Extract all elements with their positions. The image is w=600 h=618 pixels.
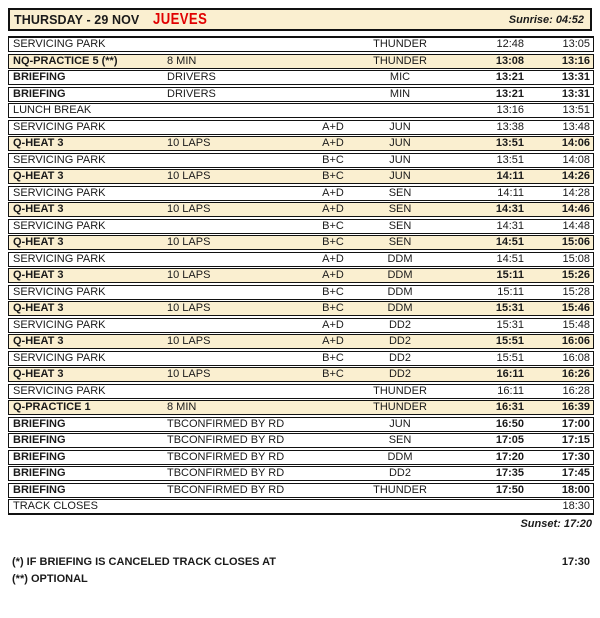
detail-cell: 10 LAPS <box>167 368 211 380</box>
detail-cell: DRIVERS <box>167 87 216 100</box>
end-time-cell: 13:16 <box>561 54 590 67</box>
end-time-cell: 18:00 <box>561 483 590 496</box>
start-time-cell: 15:31 <box>495 302 524 314</box>
schedule-row <box>8 153 594 168</box>
category-cell: THUNDER <box>373 38 427 50</box>
category-cell: DDM <box>387 285 413 298</box>
start-time-cell: 13:21 <box>495 87 524 100</box>
schedule-row <box>8 483 594 498</box>
detail-cell: DRIVERS <box>167 71 216 83</box>
category-cell: DDM <box>387 252 413 265</box>
detail-cell: 10 LAPS <box>167 302 211 314</box>
end-time-cell: 17:00 <box>561 417 590 430</box>
start-time-cell: 17:20 <box>495 450 524 463</box>
start-time-cell: 13:38 <box>496 120 524 133</box>
schedule-row <box>8 466 594 481</box>
activity-cell: Q-HEAT 3 <box>13 335 64 347</box>
schedule-row <box>8 334 594 349</box>
detail-cell: TBCONFIRMED BY RD <box>167 450 285 463</box>
end-time-cell: 17:15 <box>561 434 590 446</box>
end-time-cell: 16:06 <box>561 335 590 347</box>
schedule-row <box>8 169 594 184</box>
activity-cell: SERVICING PARK <box>13 318 106 331</box>
schedule-row <box>8 70 594 85</box>
end-time-cell: 16:28 <box>562 384 590 397</box>
sunrise-label: Sunrise: 04:52 <box>508 13 584 26</box>
detail-cell: TBCONFIRMED BY RD <box>167 434 285 446</box>
activity-cell: LUNCH BREAK <box>13 104 92 116</box>
start-time-cell: 17:05 <box>495 434 524 446</box>
footnote-briefing-canceled <box>12 556 590 568</box>
category-cell: DD2 <box>388 351 411 364</box>
category-cell: JUN <box>389 417 411 430</box>
detail-cell: 10 LAPS <box>167 269 211 281</box>
category-cell: MIN <box>389 87 411 100</box>
group-cell: B+C <box>322 236 344 248</box>
end-time-cell: 16:26 <box>561 368 590 380</box>
activity-cell: Q-HEAT 3 <box>13 170 64 182</box>
end-time-cell: 18:30 <box>562 500 590 512</box>
start-time-cell: 14:31 <box>495 203 524 215</box>
activity-cell: Q-HEAT 3 <box>13 368 64 380</box>
category-cell: THUNDER <box>373 483 427 496</box>
group-cell: A+D <box>322 335 344 347</box>
start-time-cell: 13:21 <box>495 71 524 83</box>
schedule-row <box>8 202 594 217</box>
category-cell: SEN <box>388 236 412 248</box>
activity-cell: Q-HEAT 3 <box>13 269 64 281</box>
start-time-cell: 15:51 <box>496 351 524 364</box>
footnotes <box>12 556 590 585</box>
activity-cell: BRIEFING <box>13 417 66 430</box>
schedule-row <box>8 36 594 52</box>
start-time-cell: 16:11 <box>496 368 524 380</box>
group-cell: A+D <box>322 186 344 199</box>
end-time-cell: 14:08 <box>562 153 590 166</box>
activity-cell: Q-HEAT 3 <box>13 302 64 314</box>
start-time-cell: 15:11 <box>496 269 524 281</box>
start-time-cell: 17:35 <box>495 467 524 479</box>
start-time-cell: 13:51 <box>496 153 524 166</box>
start-time-cell: 12:48 <box>496 38 524 50</box>
end-time-cell: 14:48 <box>562 219 590 232</box>
group-cell: B+C <box>322 351 344 364</box>
category-cell: JUN <box>389 137 411 149</box>
schedule-row <box>8 367 594 382</box>
end-time-cell: 13:48 <box>562 120 590 133</box>
schedule-row <box>8 103 594 118</box>
schedule-row <box>8 285 594 300</box>
group-cell: B+C <box>322 153 344 166</box>
footnote-text: (*) IF BRIEFING IS CANCELED TRACK CLOSES AT <box>12 556 276 568</box>
activity-cell: SERVICING PARK <box>13 38 106 50</box>
category-cell: THUNDER <box>373 401 427 413</box>
category-cell: DD2 <box>388 335 411 347</box>
activity-cell: BRIEFING <box>13 71 66 83</box>
category-cell: JUN <box>389 120 411 133</box>
activity-cell: SERVICING PARK <box>13 252 106 265</box>
activity-cell: Q-HEAT 3 <box>13 236 64 248</box>
activity-cell: SERVICING PARK <box>13 219 106 232</box>
footnote-optional: (**) OPTIONAL <box>12 573 88 585</box>
group-cell: B+C <box>322 368 344 380</box>
category-cell: MIC <box>389 71 411 83</box>
activity-cell: BRIEFING <box>13 483 66 496</box>
category-cell: DD2 <box>388 318 411 331</box>
category-cell: THUNDER <box>373 384 427 397</box>
detail-cell: 10 LAPS <box>167 137 211 149</box>
day-title-spanish: JUEVES <box>153 10 208 28</box>
schedule-row <box>8 384 594 399</box>
schedule-row <box>8 54 594 69</box>
detail-cell: TBCONFIRMED BY RD <box>167 483 285 496</box>
category-cell: SEN <box>388 186 412 199</box>
detail-cell: TBCONFIRMED BY RD <box>167 467 285 479</box>
end-time-cell: 13:51 <box>562 104 590 116</box>
schedule-row <box>8 252 594 267</box>
start-time-cell: 17:50 <box>495 483 524 496</box>
schedule-row <box>8 186 594 201</box>
start-time-cell: 14:51 <box>496 252 524 265</box>
category-cell: SEN <box>388 203 412 215</box>
schedule-rows <box>8 36 594 515</box>
activity-cell: Q-HEAT 3 <box>13 203 64 215</box>
activity-cell: Q-PRACTICE 1 <box>13 401 91 413</box>
end-time-cell: 15:28 <box>562 285 590 298</box>
activity-cell: SERVICING PARK <box>13 120 106 133</box>
end-time-cell: 14:06 <box>561 137 590 149</box>
end-time-cell: 15:06 <box>561 236 590 248</box>
day-title: THURSDAY - 29 NOV <box>14 12 140 27</box>
end-time-cell: 14:46 <box>561 203 590 215</box>
start-time-cell: 13:08 <box>495 54 524 67</box>
schedule-row <box>8 433 594 448</box>
start-time-cell: 14:11 <box>496 170 524 182</box>
detail-cell: 10 LAPS <box>167 335 211 347</box>
start-time-cell: 14:51 <box>495 236 524 248</box>
group-cell: A+D <box>322 203 344 215</box>
group-cell: B+C <box>322 219 344 232</box>
activity-cell: BRIEFING <box>13 450 66 463</box>
end-time-cell: 13:05 <box>562 38 590 50</box>
group-cell: A+D <box>322 120 344 133</box>
schedule-row <box>8 235 594 250</box>
end-time-cell: 13:31 <box>561 87 590 100</box>
schedule-row <box>8 87 594 102</box>
footnote-time: 17:30 <box>561 556 590 568</box>
schedule-row <box>8 136 594 151</box>
category-cell: DDM <box>387 450 413 463</box>
end-time-cell: 17:45 <box>561 467 590 479</box>
end-time-cell: 14:28 <box>562 186 590 199</box>
activity-cell: BRIEFING <box>13 434 66 446</box>
activity-cell: SERVICING PARK <box>13 186 106 199</box>
end-time-cell: 15:08 <box>562 252 590 265</box>
start-time-cell: 13:16 <box>496 104 524 116</box>
end-time-cell: 16:08 <box>562 351 590 364</box>
detail-cell: 10 LAPS <box>167 236 211 248</box>
schedule-row <box>8 450 594 465</box>
group-cell: A+D <box>322 269 344 281</box>
category-cell: SEN <box>388 434 412 446</box>
group-cell: B+C <box>322 302 344 314</box>
category-cell: THUNDER <box>373 54 427 67</box>
detail-cell: 8 MIN <box>167 54 197 67</box>
activity-cell: BRIEFING <box>13 467 66 479</box>
category-cell: SEN <box>388 219 412 232</box>
start-time-cell: 13:51 <box>495 137 524 149</box>
start-time-cell: 16:11 <box>497 384 524 397</box>
end-time-cell: 13:31 <box>561 71 590 83</box>
start-time-cell: 15:31 <box>496 318 524 331</box>
end-time-cell: 17:30 <box>561 450 590 463</box>
activity-cell: SERVICING PARK <box>13 153 106 166</box>
schedule-row <box>8 301 594 316</box>
detail-cell: 10 LAPS <box>167 170 211 182</box>
end-time-cell: 16:39 <box>561 401 590 413</box>
category-cell: JUN <box>389 170 411 182</box>
detail-cell: 10 LAPS <box>167 203 211 215</box>
day-header <box>8 8 592 31</box>
start-time-cell: 16:50 <box>495 417 524 430</box>
start-time-cell: 15:51 <box>495 335 524 347</box>
schedule-row <box>8 499 594 515</box>
activity-cell: Q-HEAT 3 <box>13 137 64 149</box>
activity-cell: BRIEFING <box>13 87 66 100</box>
category-cell: DD2 <box>388 368 411 380</box>
group-cell: B+C <box>322 285 344 298</box>
start-time-cell: 14:31 <box>496 219 524 232</box>
category-cell: JUN <box>389 153 411 166</box>
category-cell: DD2 <box>388 467 411 479</box>
group-cell: A+D <box>322 252 344 265</box>
sunset-label: Sunset: 17:20 <box>520 518 592 530</box>
start-time-cell: 14:11 <box>497 186 524 199</box>
end-time-cell: 14:26 <box>561 170 590 182</box>
group-cell: A+D <box>322 318 344 331</box>
activity-cell: SERVICING PARK <box>13 285 106 298</box>
schedule-row <box>8 400 594 415</box>
schedule-row <box>8 120 594 135</box>
activity-cell: TRACK CLOSES <box>13 500 98 512</box>
schedule-row <box>8 219 594 234</box>
activity-cell: NQ-PRACTICE 5 (**) <box>13 54 118 67</box>
end-time-cell: 15:46 <box>561 302 590 314</box>
schedule-row <box>8 268 594 283</box>
schedule-row <box>8 318 594 333</box>
group-cell: B+C <box>322 170 344 182</box>
detail-cell: 8 MIN <box>167 401 197 413</box>
schedule-row <box>8 351 594 366</box>
group-cell: A+D <box>322 137 344 149</box>
detail-cell: TBCONFIRMED BY RD <box>167 417 285 430</box>
end-time-cell: 15:48 <box>562 318 590 331</box>
category-cell: DDM <box>387 269 413 281</box>
start-time-cell: 15:11 <box>497 285 524 298</box>
activity-cell: SERVICING PARK <box>13 351 106 364</box>
end-time-cell: 15:26 <box>561 269 590 281</box>
schedule-row <box>8 417 594 432</box>
start-time-cell: 16:31 <box>495 401 524 413</box>
category-cell: DDM <box>387 302 413 314</box>
activity-cell: SERVICING PARK <box>13 384 106 397</box>
